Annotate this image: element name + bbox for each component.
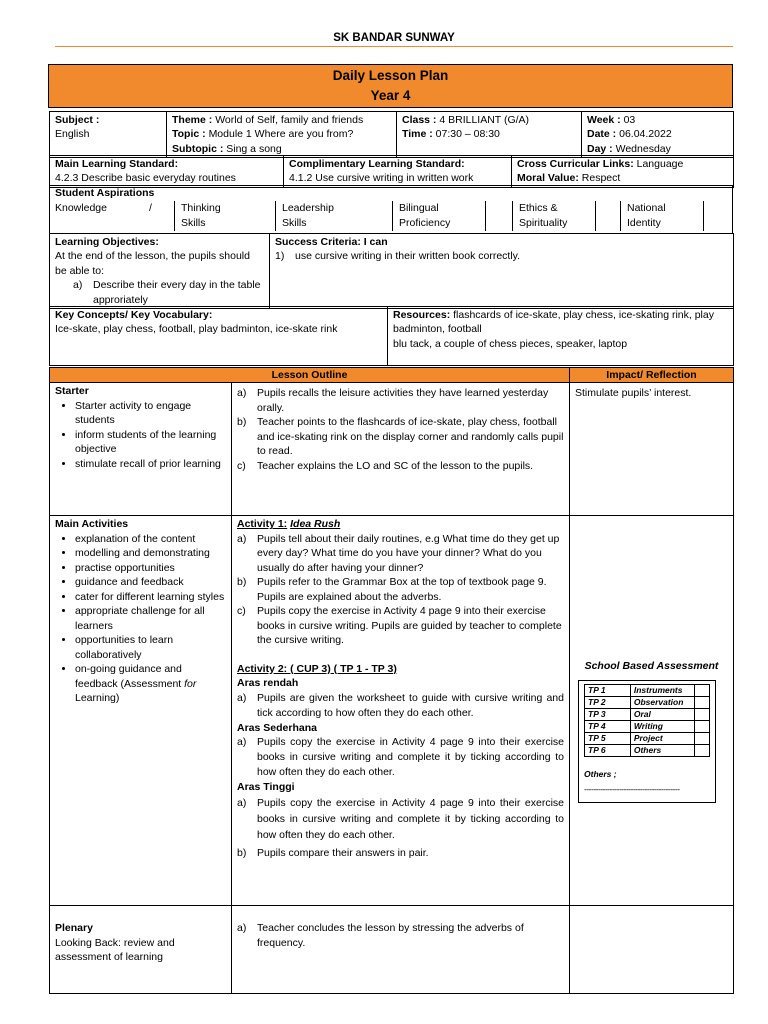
tinggi-step <box>237 845 564 861</box>
step-text: Pupils copy the exercise in Activity 4 page 9 into their exercise books in cursive writing. Pupils are guided by teacher to complete the cursive writing. <box>257 605 562 647</box>
sba-instrument: Observation <box>630 696 695 708</box>
sba-instrument: Oral <box>630 708 695 720</box>
cross-links-label: Cross Curricular Links: <box>517 158 634 170</box>
activity1-steps <box>237 532 564 648</box>
starter-impact-cell <box>570 383 734 516</box>
aspirations-label: Student Aspirations <box>55 187 155 199</box>
tinggi-label: Aras Tinggi <box>237 781 295 794</box>
aspiration-thinking-line2: Skills <box>181 217 206 229</box>
impact-header: Impact/ Reflection <box>570 368 734 383</box>
subject-value: English <box>55 128 90 141</box>
starter-steps <box>237 386 564 473</box>
main-activities-cell <box>50 516 232 906</box>
vocab-cell <box>50 307 388 366</box>
main-bullet: • cater for different learning styles <box>75 590 226 604</box>
resources-label: Resources: <box>393 309 451 321</box>
theme-label: Theme : <box>172 114 213 126</box>
sba-cell <box>570 516 734 906</box>
aspirations-table <box>49 185 733 234</box>
step-letter: a) <box>237 922 247 935</box>
sba-others-line: ----------------------------------------- <box>584 783 680 794</box>
sederhana-label: Aras Sederhana <box>237 721 317 734</box>
moral-value-value: Respect <box>581 172 621 185</box>
lesson-outline-table <box>49 367 734 994</box>
step-text: Pupils copy the exercise in Activity 4 page 9 into their exercise books in cursive writing and complete it by ticking according to how often they do each other. <box>257 796 564 841</box>
objectives-list <box>55 278 264 307</box>
sba-check[interactable] <box>695 684 710 696</box>
class-value: 4 BRILLIANT (G/A) <box>439 114 530 126</box>
main-bullet: • explanation of the content <box>75 532 226 546</box>
aspiration-bilingual-line1: Bilingual <box>399 202 439 214</box>
step-text: Pupils refer to the Grammar Box at the top of textbook page 9. Pupils are explained about the adverbs. <box>257 576 547 603</box>
time-label: Time : <box>402 128 433 141</box>
school-name: SK BANDAR SUNWAY <box>333 32 455 44</box>
plenary-desc: Looking Back: review and assessment of learning <box>55 936 175 964</box>
rendah-step <box>237 691 564 721</box>
aspiration-bilingual <box>393 201 486 231</box>
bullet-emphasis: for <box>184 677 197 690</box>
step-letter: b) <box>237 416 247 429</box>
resources-text-2: blu tack, a couple of chess pieces, speaker, laptop <box>393 337 628 350</box>
activity1-step <box>237 575 564 604</box>
aspiration-knowledge-mark: / <box>149 201 175 231</box>
success-criteria-text: use cursive writing in their written book correctly. <box>295 250 521 263</box>
aspiration-leadership <box>276 201 393 231</box>
starter-bullet: • Starter activity to engage students <box>75 399 226 428</box>
activity2-label: Activity 2: ( CUP 3) ( TP 1 - TP 3) <box>237 662 397 675</box>
main-standard-label: Main Learning Standard: <box>55 158 179 170</box>
sba-row <box>585 744 710 756</box>
main-activities-label: Main Activities <box>55 518 129 531</box>
sba-check[interactable] <box>695 744 710 756</box>
step-text: Teacher explains the LO and SC of the lesson to the pupils. <box>257 459 534 472</box>
sba-row <box>585 720 710 732</box>
step-text: Pupils tell about their daily routines, e.g What time do they get up every day? What time do you have your dinner? What do you usually do after having your dinner? <box>257 532 560 574</box>
rendah-steps <box>237 691 564 721</box>
sba-row <box>585 684 710 696</box>
date-label: Date : <box>587 128 617 141</box>
sederhana-steps <box>237 735 564 780</box>
rendah-label: Aras rendah <box>237 677 299 690</box>
plenary-steps <box>237 921 564 950</box>
starter-step <box>237 386 564 415</box>
resources-text: flashcards of ice-skate, play chess, ice-skating rink, play badminton, football <box>393 309 714 336</box>
step-text: Pupils are given the worksheet to guide with cursive writing and tick according to how often they do each other. <box>257 691 564 719</box>
class-label: Class : <box>402 114 437 126</box>
aspiration-national-line1: National <box>627 202 666 214</box>
aspiration-thinking-line1: Thinking <box>181 202 221 214</box>
theme-value: World of Self, family and friends <box>215 114 364 126</box>
aspiration-national <box>621 201 704 231</box>
aspiration-leadership-line1: Leadership <box>282 202 334 214</box>
activity1-name: Idea Rush <box>290 518 341 531</box>
topic-label: Topic : <box>172 128 206 141</box>
lesson-outline-header: Lesson Outline <box>50 368 570 383</box>
vocab-text: Ice-skate, play chess, football, play badminton, ice-skate rink <box>55 323 338 336</box>
success-criteria-cell <box>270 234 734 309</box>
doc-title: Daily Lesson Plan <box>332 68 449 83</box>
sederhana-step <box>237 735 564 780</box>
aspiration-ethics-line2: Spirituality <box>519 217 568 229</box>
starter-step <box>237 415 564 458</box>
topic-value: Module 1 Where are you from? <box>208 128 354 141</box>
doc-year: Year 4 <box>370 88 411 103</box>
starter-bullet: • inform students of the learning objective <box>75 428 226 457</box>
comp-standard-value: 4.1.2 Use cursive writing in written work <box>289 172 474 185</box>
sba-table <box>584 684 710 757</box>
success-criteria-item <box>275 249 728 263</box>
moral-value-label: Moral Value: <box>517 172 579 185</box>
plenary-cell <box>50 906 232 994</box>
aspiration-knowledge: Knowledge <box>55 202 107 214</box>
class-cell <box>397 112 582 158</box>
success-criteria-suffix: : I can <box>357 236 388 248</box>
starter-bullet: • stimulate recall of prior learning <box>75 457 226 471</box>
subject-label: Subject : <box>55 114 100 126</box>
sba-instrument: Others <box>630 744 695 756</box>
step-letter: a) <box>237 532 247 545</box>
main-bullet: • appropriate challenge for all learners <box>75 604 226 633</box>
comp-standard-label: Complimentary Learning Standard: <box>289 158 465 170</box>
step-letter: b) <box>237 846 247 859</box>
aspirations-row <box>55 201 727 231</box>
objective-item <box>73 278 264 307</box>
sba-check[interactable] <box>695 720 710 732</box>
title-banner <box>48 64 733 108</box>
aspiration-ethics-line1: Ethics & <box>519 202 558 214</box>
plenary-step <box>237 921 564 950</box>
sba-tp: TP 2 <box>585 696 631 708</box>
aspiration-national-line2: Identity <box>627 217 661 229</box>
tinggi-step <box>237 795 564 843</box>
comp-standard-cell <box>284 156 512 188</box>
starter-bullets <box>55 399 226 471</box>
aspiration-leadership-line2: Skills <box>282 217 307 229</box>
bullet-text-end: Learning) <box>75 692 120 705</box>
sba-check[interactable] <box>695 696 710 708</box>
main-bullet: • modelling and demonstrating <box>75 546 226 560</box>
aspiration-thinking <box>175 201 276 231</box>
step-letter: b) <box>237 576 247 589</box>
plenary-label: Plenary <box>55 922 93 935</box>
cross-links-value: Language <box>636 158 684 170</box>
main-steps-cell <box>232 516 570 906</box>
sba-check[interactable] <box>695 708 710 720</box>
standards-table <box>49 155 734 188</box>
sba-title: School Based Assessment <box>584 660 719 673</box>
starter-cell <box>50 383 232 516</box>
sba-tp: TP 4 <box>585 720 631 732</box>
starter-step <box>237 459 564 473</box>
vocab-resources-table <box>49 306 734 366</box>
sba-tp: TP 3 <box>585 708 631 720</box>
bullet-text: on-going guidance and feedback (Assessment <box>75 663 185 690</box>
success-criteria-label: Success Criteria <box>275 236 358 248</box>
sba-tp: TP 5 <box>585 732 631 744</box>
aspirations-cell <box>50 186 733 234</box>
success-criteria-list <box>275 249 728 263</box>
step-text: Teacher points to the flashcards of ice-skate, play chess, football and ice-skating rink on the display corner and randomly calls pupil to read. <box>257 416 564 458</box>
objective-letter: a) <box>73 279 83 292</box>
day-value: Wednesday <box>615 142 671 155</box>
sba-instrument: Project <box>630 732 695 744</box>
main-bullets <box>55 532 226 706</box>
sba-box <box>578 680 716 803</box>
lesson-info-table <box>49 111 734 158</box>
sba-tp: TP 6 <box>585 744 631 756</box>
objectives-cell <box>50 234 270 309</box>
main-bullet-last <box>75 662 226 705</box>
subject-cell <box>50 112 167 158</box>
sba-row <box>585 696 710 708</box>
plenary-impact-cell <box>570 906 734 994</box>
success-criteria-num: 1) <box>275 250 285 263</box>
links-cell <box>512 156 734 188</box>
header-divider <box>55 46 733 47</box>
step-letter: a) <box>237 387 247 400</box>
date-value: 06.04.2022 <box>619 128 672 141</box>
main-bullet: • opportunities to learn collaboratively <box>75 633 226 662</box>
sba-instrument: Instruments <box>630 684 695 696</box>
sba-tp: TP 1 <box>585 684 631 696</box>
starter-steps-cell <box>232 383 570 516</box>
theme-cell <box>167 112 397 158</box>
main-bullet: • guidance and feedback <box>75 575 226 589</box>
objective-text: Describe their every day in the table approriately <box>93 279 261 306</box>
plenary-steps-cell <box>232 906 570 994</box>
aspiration-bilingual-line2: Proficiency <box>399 217 451 229</box>
sba-check[interactable] <box>695 732 710 744</box>
activity1-step <box>237 532 564 575</box>
tinggi-steps <box>237 795 564 861</box>
starter-impact: Stimulate pupils’ interest. <box>575 387 692 400</box>
objectives-intro: At the end of the lesson, the pupils should be able to: <box>55 250 250 277</box>
main-bullet: • practise opportunities <box>75 561 226 575</box>
subtopic-label: Subtopic : <box>172 142 224 155</box>
sba-instrument: Writing <box>630 720 695 732</box>
step-text: Pupils compare their answers in pair. <box>257 846 429 859</box>
week-cell <box>582 112 734 158</box>
day-label: Day : <box>587 142 613 155</box>
step-letter: c) <box>237 459 246 472</box>
aspiration-spacer-2 <box>596 201 621 231</box>
objectives-table <box>49 233 734 309</box>
step-letter: a) <box>237 796 247 809</box>
main-standard-value: 4.2.3 Describe basic everyday routines <box>55 172 236 185</box>
sba-row <box>585 708 710 720</box>
starter-label: Starter <box>55 385 89 398</box>
week-value: 03 <box>623 114 636 126</box>
activity1-label: Activity 1: <box>237 518 288 531</box>
resources-cell <box>388 307 734 366</box>
time-value: 07:30 – 08:30 <box>435 128 500 141</box>
sba-others-label: Others ; <box>584 768 617 779</box>
main-standard-cell <box>50 156 284 188</box>
aspiration-ethics <box>513 201 596 231</box>
step-text: Pupils recalls the leisure activities they have learned yesterday orally. <box>257 387 549 414</box>
sba-row <box>585 732 710 744</box>
vocab-label: Key Concepts/ Key Vocabulary: <box>55 309 213 321</box>
subtopic-value: Sing a song <box>226 142 282 155</box>
objectives-label: Learning Objectives: <box>55 236 159 248</box>
step-text: Teacher concludes the lesson by stressing the adverbs of frequency. <box>257 922 524 949</box>
week-label: Week : <box>587 114 621 126</box>
activity1-step <box>237 604 564 647</box>
step-letter: a) <box>237 736 247 749</box>
aspiration-spacer <box>486 201 513 231</box>
step-text: Pupils copy the exercise in Activity 4 page 9 into their exercise books in cursive writing and complete it by ticking according to how often they do each other. <box>257 736 564 779</box>
step-letter: a) <box>237 691 247 704</box>
step-letter: c) <box>237 605 246 618</box>
